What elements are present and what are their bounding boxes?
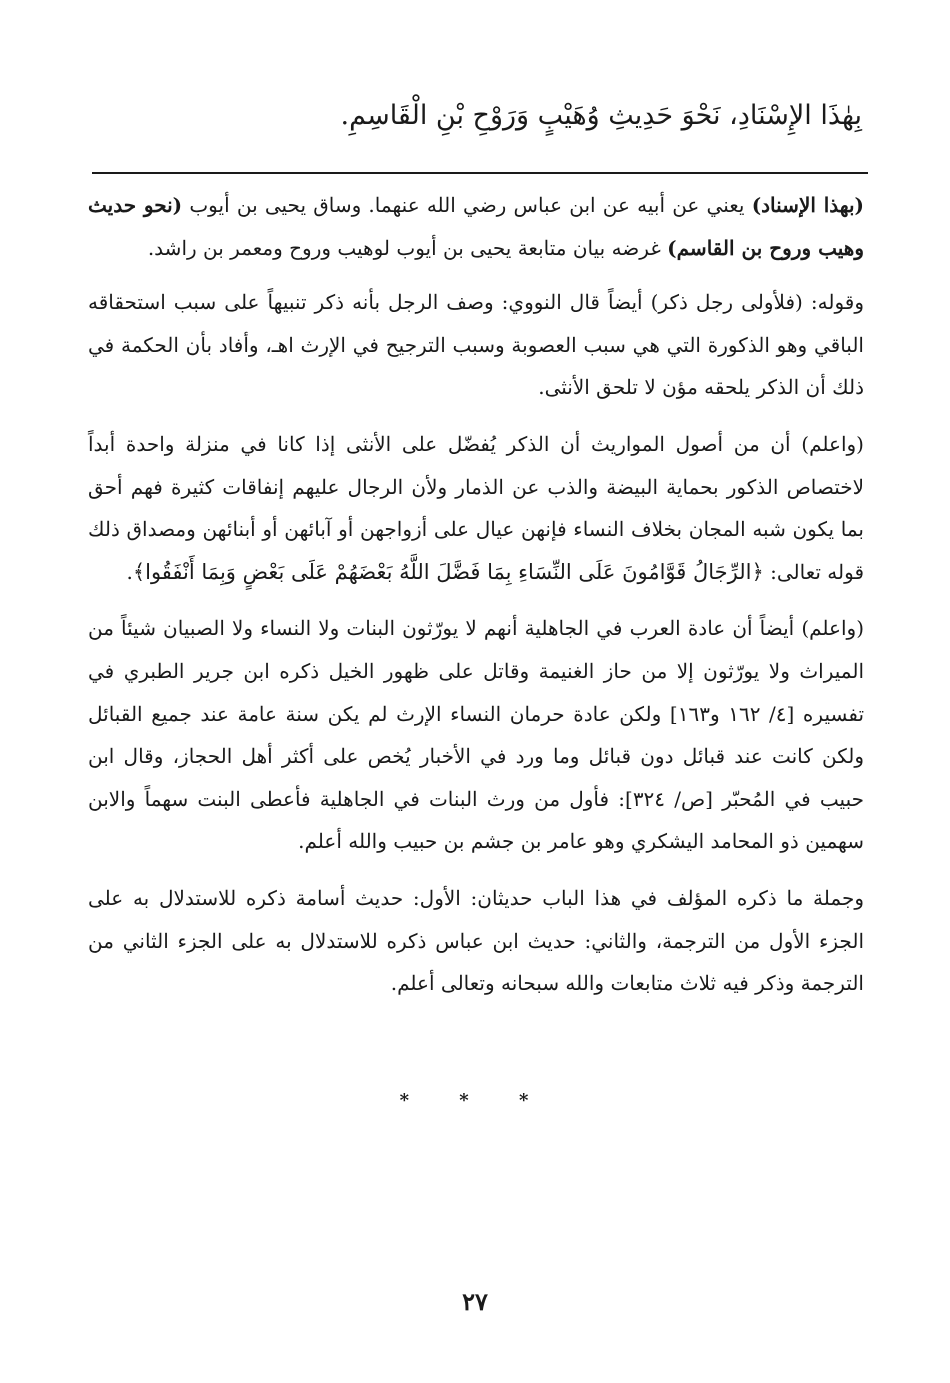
commentary-section bbox=[88, 184, 864, 1019]
paragraph-text: (واعلم) أيضاً أن عادة العرب في الجاهلية أنهم لا يورّثون البنات ولا النساء ولا الصبيان شيئاً من الميراث ولا يورّثون إلا من حاز الغنيمة وقاتل على ظهور الخيل ذكره ابن جرير الطبري في تفسيره [٤/ ١٦٢ و١٦٣] ولكن عادة حرمان النساء الإرث لم يكن سنة عامة عند جميع القبائل ولكن كانت عند قبائل دون قبائل وما ورد في الأخبار يُخص على أكثر أهل الحجاز، وقال ابن حبيب في المُحبّر [ص/ ٣٢٤]: فأول من ورث البنات في الجاهلية فأعطى البنت سهماً والابن سهمين ذو المحامد اليشكري وهو عامر بن جشم بن حبيب والله أعلم. bbox=[88, 616, 865, 854]
paragraph-text: يعني عن أبيه عن ابن عباس رضي الله عنهما. وساق يحيى بن أيوب bbox=[182, 193, 752, 217]
section-separator: * * * bbox=[399, 1090, 551, 1111]
commentary-paragraph-5 bbox=[88, 877, 864, 1005]
paragraph-text: وقوله: (فلأولى رجل ذكر) أيضاً قال النووي: وصف الرجل بأنه ذكر تنبيهاً على سبب استحقاقه الباقي وهو الذكورة التي هي سبب العصوبة وسبب الترجيح في الإرث اهـ، وأفاد بأن الحكمة في ذلك أن الذكر يلحقه مؤن لا تلحق الأنثى. bbox=[88, 290, 864, 400]
paragraph-text: وجملة ما ذكره المؤلف في هذا الباب حديثان: الأول: حديث أسامة ذكره للاستدلال به على الجزء الأول من الترجمة، والثاني: حديث ابن عباس ذكره للاستدلال به على الجزء الثاني من الترجمة وذكر فيه ثلاث متابعات والله سبحانه وتعالى أعلم. bbox=[88, 885, 864, 996]
commentary-paragraph-4 bbox=[88, 607, 864, 863]
commentary-paragraph-3 bbox=[88, 423, 864, 593]
quran-verse: ﴿الرِّجَالُ قَوَّامُونَ عَلَى النِّسَاءِ بِمَا فَضَّلَ اللَّهُ بَعْضَهُمْ عَلَى بَعْضٍ وَبِمَا أَنْفَقُوا﴾ bbox=[132, 559, 764, 584]
paragraph-text: (واعلم) أن من أصول المواريث أن الذكر يُفضّل على الأنثى إذا كانا في منزلة واحدة أبداً لاختصاص الذكور بحماية البيضة والذب عن الذمار ولأن الرجال عليهم إنفاقات كثيرة فهم أحق بما يكون شبه المجان بخلاف النساء فإنهن عيال على أزواجهن أو آبائهن أو أبنائهن ومصداق ذلك قوله تعالى: bbox=[88, 431, 864, 584]
hadith-text: بِهٰذَا الإِسْنَادِ، نَحْوَ حَدِيثِ وُهَيْبٍ وَرَوْحِ بْنِ الْقَاسِمِ. bbox=[340, 100, 862, 131]
paragraph-text: . bbox=[126, 559, 133, 584]
commentary-paragraph-1 bbox=[88, 184, 864, 269]
bold-phrase: (بهذا الإسناد) bbox=[751, 193, 865, 217]
paragraph-text: غرضه بيان متابعة يحيى بن أيوب لوهيب وروح ومعمر بن راشد. bbox=[147, 235, 668, 260]
page-number: ٢٧ bbox=[462, 1287, 488, 1316]
bold-phrase: (نحو حديث وهيب وروح بن القاسم) bbox=[88, 193, 864, 260]
commentary-paragraph-2 bbox=[88, 281, 864, 409]
footnote-divider bbox=[92, 172, 868, 174]
